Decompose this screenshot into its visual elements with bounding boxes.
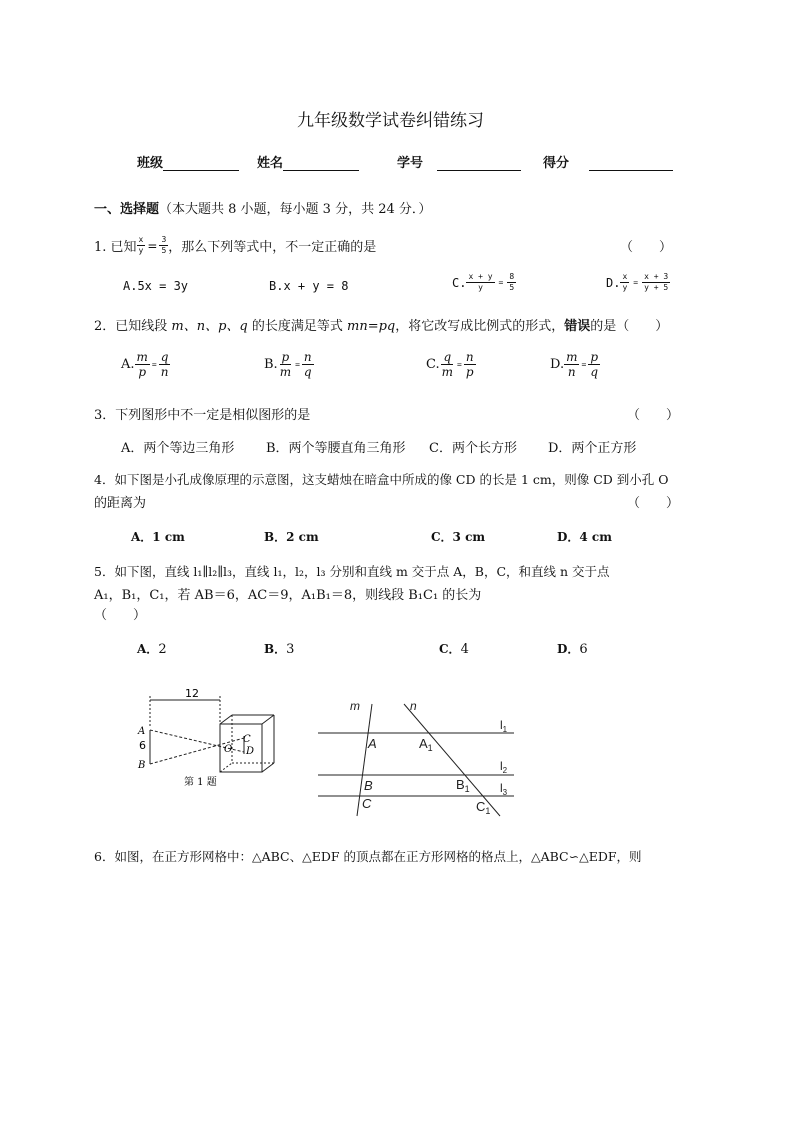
q2-a-n2: q [160,350,169,364]
fig2-l3-main: l [500,781,503,795]
q1-frac-xy [137,236,146,255]
q1-c-num: x + y [468,272,493,281]
fig2-label-l2 [500,759,508,775]
q1-answer-paren[interactable]: （ ） [620,240,673,255]
fig2-a1-main: A [419,736,428,751]
q1-frac-num: x [138,235,144,244]
name-label: 姓名 [257,156,284,171]
fig2-l1-sub: 1 [502,725,508,734]
q2-c-frac2 [464,351,476,378]
fig2-c1-main: C [476,799,486,814]
fig1-caption: 第 1 题 [184,777,217,788]
q1-d-rnum: x + 3 [644,272,669,281]
q2-stem-b: 的长度满足等式 [247,319,348,334]
q1-option-b[interactable]: B.x + y = 8 [269,279,349,293]
q4-option-a[interactable]: A．1 cm [131,530,185,544]
fig1-label-o: O [224,744,233,755]
q2-a-n1: m [136,350,148,364]
q5-d-label: D． [557,642,580,656]
score-label: 得分 [543,156,570,171]
q1-prefix: 1. 已知 [94,240,137,255]
q1-option-a[interactable]: A.5x = 3y [123,279,189,293]
q2-c-frac1 [440,351,455,378]
q1-option-c-frac [466,273,494,292]
q2-c-n2: n [465,350,474,364]
q5-b-label: B． [264,642,287,656]
fig2-a1-sub: 1 [427,743,433,753]
section-heading [94,198,431,217]
q5-d-value: 6 [579,642,588,657]
q2-d-label: D. [550,357,565,372]
question-1 [94,236,376,255]
fig1-label-d: D [246,746,255,757]
fig2-l1-main: l [500,718,503,732]
q3-option-a[interactable]: A．两个等边三角形 [121,441,235,456]
q2-c-n1: q [443,350,452,364]
question-4-line2: 的距离为 [94,496,147,511]
q2-a-eq: = [151,360,157,369]
q5-c-label: C． [439,642,461,656]
q1-eq: = [147,238,158,253]
q5-option-c[interactable] [439,640,469,657]
q2-d-frac1 [564,351,579,378]
q2-d-n2: p [590,350,598,364]
question-3: 3．下列图形中不一定是相似图形的是 [94,408,311,423]
q5-option-a[interactable] [137,640,167,657]
q2-d-eq: = [581,360,587,369]
fig2-c1-sub: 1 [485,806,491,816]
fig2-label-b1 [456,777,470,794]
fig1-label-a: A [138,726,146,737]
fig2-l2-sub: 2 [502,766,508,775]
q3-answer-paren[interactable]: （ ） [627,408,680,423]
fig2-label-a: A [368,736,377,751]
fig2-label-m: m [350,699,360,713]
q1-frac-value [159,236,168,255]
score-field[interactable] [589,157,673,171]
q3-option-b[interactable]: B．两个等腰直角三角形 [266,441,406,456]
q2-d-frac2 [588,351,600,378]
q2-option-c[interactable] [426,351,476,378]
q1-d-num: x [622,272,628,281]
fig2-label-l1 [500,718,508,734]
q5-a-value: 2 [158,642,167,657]
question-6: 6．如图，在正方形网格中：△ABC、△EDF 的顶点都在正方形网格的格点上，△ABC∽△EDF，则 [94,849,642,864]
q1-c-rnum: 8 [509,272,515,281]
q1-c-rden: 5 [509,283,515,292]
name-group [257,152,359,171]
box-edge-1 [220,715,232,724]
fig2-label-l3 [500,781,508,797]
q2-a-d2: n [160,365,169,379]
q5-c-value: 4 [460,642,469,657]
fig2-l3-sub: 3 [502,788,508,797]
q2-b-n1: p [281,350,290,364]
q2-a-frac1 [135,351,150,378]
q1-c-eq: = [498,278,504,287]
name-field[interactable] [283,157,359,171]
q1-frac-vnum: 3 [161,235,167,244]
q5-option-d[interactable] [557,640,588,657]
section-title: 一、选择题 [94,202,160,217]
class-label: 班级 [137,156,164,171]
q1-d-rden: y + 5 [644,283,669,292]
q2-stem-a: 2．已知线段 [94,319,172,334]
q2-eqn: mn=pq [347,319,396,334]
q2-d-d2: q [590,365,598,379]
line-n [404,704,500,816]
q1-option-d-frac2 [642,273,670,292]
q4-answer-paren[interactable]: （ ） [627,496,680,511]
fig1-label-c: C [243,734,251,745]
fig1-dim-top: 12 [185,687,199,700]
score-group [543,152,673,171]
q1-c-den: y [478,283,483,292]
q5-answer-paren[interactable]: （ ） [94,608,147,623]
q2-b-frac1 [278,351,293,378]
q2-b-d1: m [279,365,292,379]
q2-c-d2: p [465,365,474,379]
class-field[interactable] [163,157,239,171]
q2-option-a[interactable] [121,351,170,378]
q1-frac-vden: 5 [161,246,167,255]
q2-a-frac2 [159,351,171,378]
q2-b-label: B. [264,357,278,372]
q5-b-value: 3 [286,642,295,657]
header-row [137,152,239,171]
section-note: （本大题共 8 小题，每小题 3 分，共 24 分．） [159,202,432,217]
box-hidden-2 [220,763,232,772]
q2-c-d1: m [441,365,454,379]
fig2-label-n: n [410,699,417,713]
q3-option-d[interactable]: D．两个正方形 [548,441,637,456]
q2-wrong-emphasis: 错误 [564,319,591,334]
fig2-b1-sub: 1 [464,784,470,794]
q2-d-n1: m [566,350,578,364]
q2-d-d1: n [567,365,576,379]
figure-parallel-lines [310,696,520,820]
figure-pinhole [130,686,290,792]
number-label: 学号 [397,156,424,171]
q4-option-d[interactable]: D．4 cm [557,530,612,544]
fig2-label-c: C [362,796,372,811]
q2-b-frac2 [302,351,314,378]
q1-option-c[interactable] [452,273,516,292]
q3-option-c[interactable]: C．两个长方形 [429,441,517,456]
q2-stem-d: 的是（ ） [590,319,669,334]
q1-d-eq: = [633,278,639,287]
box-edge-5 [262,763,274,772]
q2-b-eq: = [295,360,300,369]
q1-option-d[interactable] [606,273,670,292]
q2-vars: m、n、p、q [171,319,248,334]
q2-stem-c: ，将它改写成比例式的形式， [395,319,565,334]
fig2-label-b: B [364,778,373,793]
q2-a-label: A. [121,357,135,372]
q4-option-c[interactable]: C．3 cm [431,530,486,544]
q5-option-b[interactable] [264,640,294,657]
fig2-l2-main: l [500,759,503,773]
q2-option-b[interactable] [264,351,314,378]
number-field[interactable] [437,157,521,171]
q1-d-den: y [622,283,628,292]
question-2 [94,315,668,334]
q2-a-d1: p [138,365,147,379]
question-5-line1: 5．如下图，直线 l₁∥l₂∥l₃，直线 l₁，l₂，l₃ 分别和直线 m 交于点 A，B，C，和直线 n 交于点 [94,564,610,579]
question-4-line1: 4．如下图是小孔成像原理的示意图，这支蜡烛在暗盒中所成的像 CD 的长是 1 cm，则像 CD 到小孔 O [94,472,669,487]
q1-option-c-label: C. [452,275,467,290]
fig1-label-b: B [138,760,146,771]
q1-option-d-label: D. [606,275,621,290]
q1-stem: ，那么下列等式中，不一定正确的是 [168,240,377,255]
page-title: 九年级数学试卷纠错练习 [297,111,484,131]
fig2-b1-main: B [456,777,465,792]
q1-option-c-frac2 [507,273,516,292]
question-5-line2: A₁，B₁，C₁，若 AB＝6，AC＝9，A₁B₁＝8，则线段 B₁C₁ 的长为 [94,588,482,603]
number-group [397,152,521,171]
q2-c-label: C. [426,357,440,372]
q2-b-n2: n [303,350,312,364]
q1-frac-den: y [138,246,144,255]
q1-option-d-frac [620,273,629,292]
q2-b-d2: q [303,365,312,379]
q2-option-d[interactable] [550,351,600,378]
fig2-label-a1 [419,736,433,753]
q4-option-b[interactable]: B．2 cm [264,530,319,544]
q2-c-eq: = [457,360,462,369]
box-edge-2 [262,715,274,724]
q5-a-label: A． [137,642,159,656]
fig1-dim-left: 6 [139,739,146,752]
